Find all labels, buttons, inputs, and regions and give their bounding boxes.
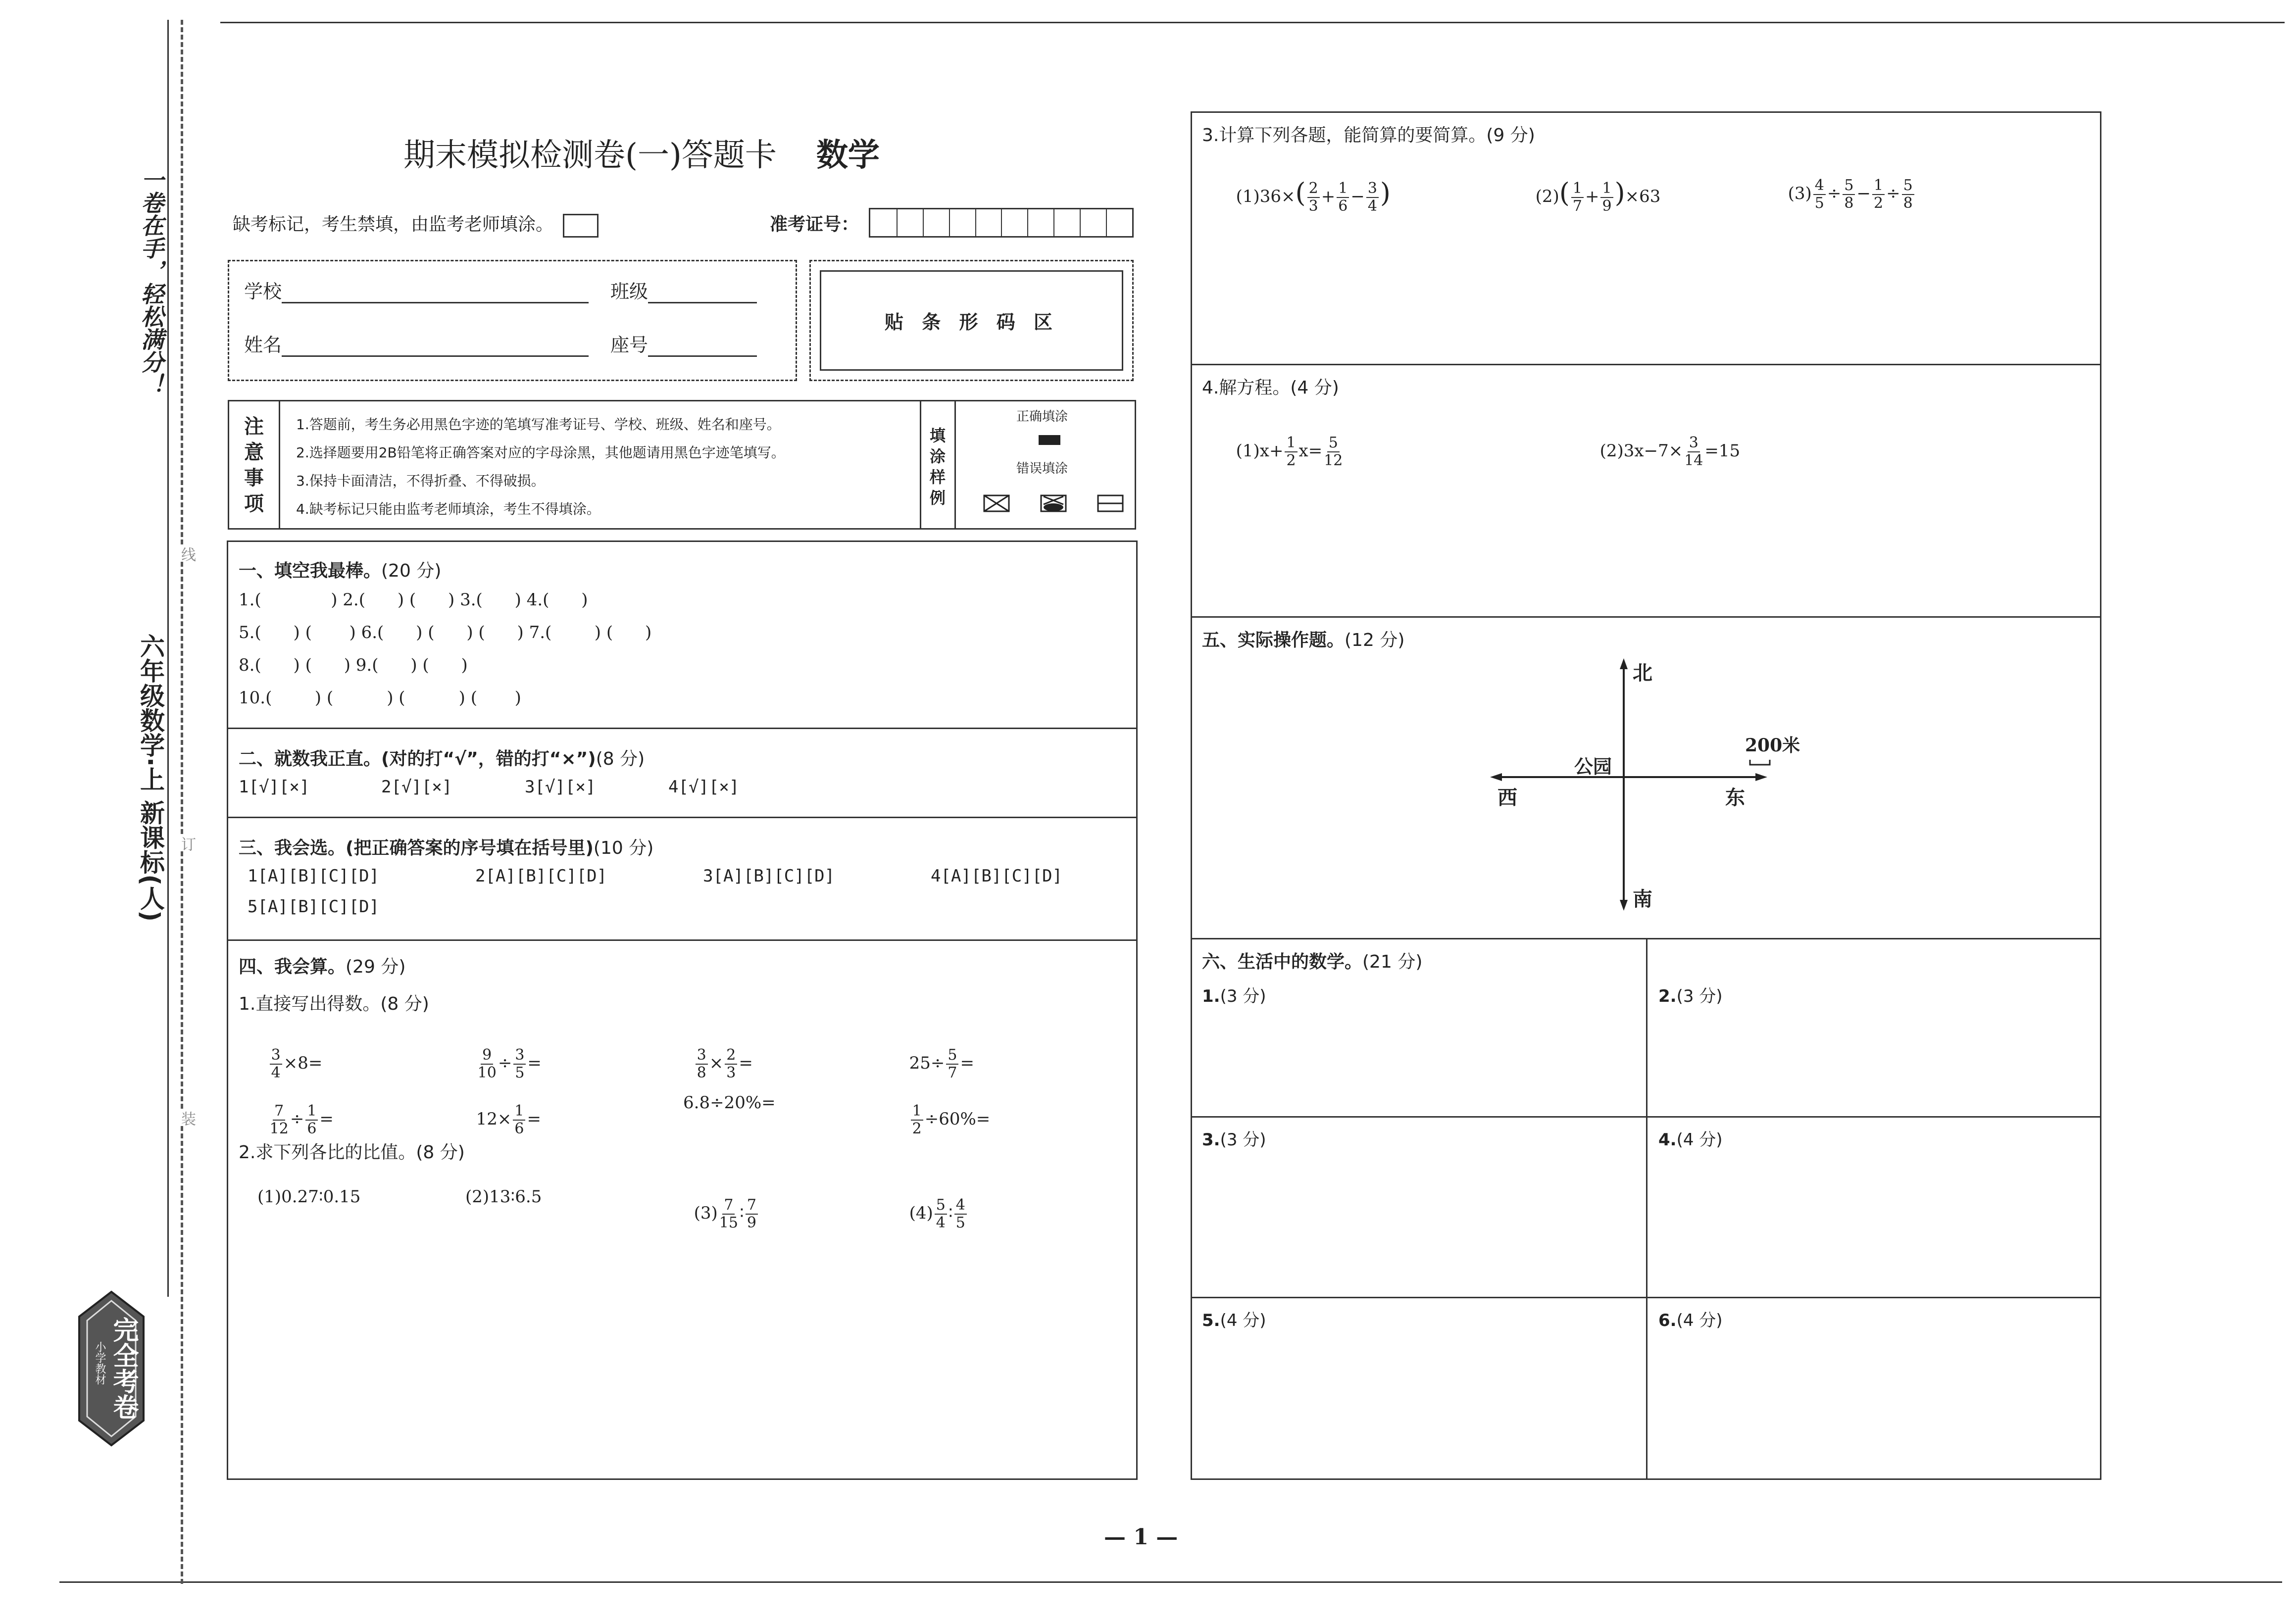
notice-item-3: 3.保持卡面清洁，不得折叠、不得破损。 bbox=[296, 473, 545, 489]
s1-row-1[interactable]: 1.( ) 2.( ) ( ) 3.( ) 4.( ) bbox=[239, 590, 588, 610]
ratio-1: (1)0.27∶0.15 bbox=[257, 1187, 361, 1207]
expr-8: $\frac{1}{2}$ ÷60%= bbox=[898, 1083, 990, 1137]
expr-5: $\frac{7}{12}$ ÷ $\frac{1}{6}$ = bbox=[269, 1102, 334, 1137]
ratio-2: (2)13∶6.5 bbox=[465, 1187, 542, 1207]
west-label: 西 bbox=[1497, 786, 1517, 809]
park-label: 公园 bbox=[1574, 756, 1612, 778]
notice-item-1: 1.答题前，考生务必用黑色字迹的笔填写准考证号、学校、班级、姓名和座号。 bbox=[296, 416, 781, 433]
s6-q2[interactable]: 2.(3 分) bbox=[1658, 986, 1723, 1006]
s4-q1-title: 1.直接写出得数。(8 分) bbox=[239, 994, 429, 1014]
q4-title: 4.解方程。(4 分) bbox=[1202, 378, 1339, 398]
wrong-sample-label: 错误填涂 bbox=[1016, 461, 1068, 476]
barcode-inner-box bbox=[820, 270, 1123, 371]
s2-title: 二、就数我正直。(对的打“√”，错的打“×”)(8 分) bbox=[239, 749, 645, 769]
student-info-box bbox=[228, 260, 797, 381]
frac-3-4: $\frac{3}{4}$ bbox=[270, 1047, 282, 1081]
cut-mark-line: 线 bbox=[176, 547, 198, 562]
s1-title: 一、填空我最棒。(20 分) bbox=[239, 561, 442, 581]
expr-7: 6.8÷20%= bbox=[683, 1093, 776, 1113]
logo-small-text: 小学教材 bbox=[94, 1341, 106, 1385]
s3-item-5[interactable]: 5[A][B][C][D] bbox=[248, 897, 380, 917]
logo-main-text: 完全考卷 bbox=[108, 1317, 138, 1420]
q4-1: (1)x+ $\frac{1}{2}$ x= $\frac{5}{12}$ bbox=[1236, 434, 1343, 469]
s6-q3[interactable]: 3.(3 分) bbox=[1202, 1130, 1266, 1150]
page-title bbox=[403, 130, 880, 175]
subject-text: 数学 bbox=[816, 137, 880, 174]
s3-item-3[interactable]: 3[A][B][C][D] bbox=[703, 866, 835, 886]
s1-row-2[interactable]: 5.( ) ( ) 6.( ) ( ) ( ) 7.( ) ( ) bbox=[239, 623, 652, 642]
q3-3: (3) $\frac{4}{5}$ ÷ $\frac{5}{8}$ − $\frac{1}{2}$ ÷ $\frac{5}{8}$ bbox=[1777, 157, 1916, 212]
s6-title: 六、生活中的数学。(21 分) bbox=[1202, 952, 1423, 972]
s1-row-4[interactable]: 10.( ) ( ) ( ) ( ) bbox=[239, 688, 521, 708]
compass-diagram bbox=[1485, 658, 1802, 916]
seat-field[interactable]: 座号 bbox=[610, 330, 757, 357]
q4-2: (2)3x−7× $\frac{3}{14}$ =15 bbox=[1599, 434, 1741, 469]
bottom-rule bbox=[59, 1581, 2282, 1583]
sample-label: 填涂样例 bbox=[930, 426, 946, 507]
brand-logo bbox=[74, 1287, 149, 1450]
cut-line bbox=[181, 20, 183, 1584]
wrong-sample-marks bbox=[972, 491, 1130, 520]
notice-label: 注意事项 bbox=[244, 415, 264, 515]
east-label: 东 bbox=[1725, 786, 1745, 809]
ratio-4: (4) $\frac{5}{4}$ ∶ $\frac{4}{5}$ bbox=[898, 1177, 968, 1231]
barcode-area bbox=[809, 260, 1134, 381]
title-text: 期末模拟检测卷(一)答题卡 bbox=[403, 137, 777, 174]
s3-item-4[interactable]: 4[A][B][C][D] bbox=[931, 866, 1063, 886]
notice-item-4: 4.缺考标记只能由监考老师填涂，考生不得填涂。 bbox=[296, 501, 600, 517]
expr-2: $\frac{9}{10}$ ÷ $\frac{3}{5}$ = bbox=[477, 1046, 542, 1081]
expr-1: $\frac{3}{4}$ ×8= bbox=[257, 1027, 322, 1081]
expr-6: 12× $\frac{1}{6}$ = bbox=[476, 1102, 541, 1137]
expr-3: $\frac{3}{8}$ × $\frac{2}{3}$ = bbox=[683, 1027, 753, 1081]
absent-note-text: 缺考标记，考生禁填，由监考老师填涂。 bbox=[233, 214, 554, 235]
absent-checkbox[interactable] bbox=[563, 214, 599, 238]
s3-item-2[interactable]: 2[A][B][C][D] bbox=[475, 866, 607, 886]
s1-row-3[interactable]: 8.( ) ( ) 9.( ) ( ) bbox=[239, 655, 468, 675]
class-field[interactable]: 班级 bbox=[610, 276, 757, 303]
cut-mark-bind: 订 bbox=[176, 836, 198, 851]
spine-subject-line: 六年级数学·上 新课标(人) bbox=[136, 634, 165, 922]
south-label: 南 bbox=[1633, 888, 1652, 911]
ratio-3: (3) $\frac{7}{15}$ ∶ $\frac{7}{9}$ bbox=[683, 1177, 759, 1231]
s3-item-1[interactable]: 1[A][B][C][D] bbox=[248, 866, 380, 886]
north-label: 北 bbox=[1633, 662, 1652, 685]
exam-id-grid[interactable] bbox=[869, 208, 1134, 238]
s6-q1[interactable]: 1.(3 分) bbox=[1202, 986, 1266, 1006]
s6-q4[interactable]: 4.(4 分) bbox=[1658, 1130, 1723, 1150]
q3-1: (1)36×( $\frac{2}{3}$ + $\frac{1}{6}$ − $\frac{3}{4}$ ) bbox=[1236, 177, 1391, 215]
s3-title: 三、我会选。(把正确答案的序号填在括号里)(10 分) bbox=[239, 838, 654, 858]
school-field[interactable]: 学校 bbox=[244, 276, 589, 303]
barcode-label: 贴 条 形 码 区 bbox=[885, 311, 1058, 333]
top-rule bbox=[220, 22, 2285, 23]
s6-q5[interactable]: 5.(4 分) bbox=[1202, 1311, 1266, 1330]
q3-2: (2)( $\frac{1}{7}$ + $\frac{1}{9}$ )×63 bbox=[1535, 177, 1661, 215]
notice-item-2: 2.选择题要用2B铅笔将正确答案对应的字母涂黑，其他题请用黑色字迹笔填写。 bbox=[296, 444, 785, 461]
correct-sample-label: 正确填涂 bbox=[1016, 409, 1068, 424]
q3-title: 3.计算下列各题，能简算的要简算。(9 分) bbox=[1202, 125, 1535, 146]
s5-title: 五、实际操作题。(12 分) bbox=[1202, 630, 1405, 650]
s2-item-1[interactable]: 1[√][×] bbox=[239, 777, 310, 797]
s4-title: 四、我会算。(29 分) bbox=[239, 957, 406, 977]
s2-item-4[interactable]: 4[√][×] bbox=[668, 777, 740, 797]
s2-item-3[interactable]: 3[√][×] bbox=[525, 777, 596, 797]
page-number: — 1 — bbox=[1104, 1524, 1178, 1550]
expr-4: 25÷ $\frac{5}{7}$ = bbox=[909, 1046, 974, 1081]
correct-sample-mark bbox=[1039, 435, 1060, 445]
s6-q6[interactable]: 6.(4 分) bbox=[1658, 1311, 1723, 1330]
cut-mark-staple: 装 bbox=[176, 1111, 198, 1126]
name-field[interactable]: 姓名 bbox=[244, 330, 589, 357]
absent-note bbox=[233, 210, 599, 238]
exam-id-label: 准考证号： bbox=[770, 214, 859, 235]
s4-q2-title: 2.求下列各比的比值。(8 分) bbox=[239, 1142, 465, 1163]
spine-slogan: 一卷在手，轻松满分！ bbox=[138, 168, 164, 396]
scale-label: 200米 bbox=[1745, 735, 1800, 756]
s2-item-2[interactable]: 2[√][×] bbox=[381, 777, 452, 797]
notice-box bbox=[228, 400, 1136, 530]
